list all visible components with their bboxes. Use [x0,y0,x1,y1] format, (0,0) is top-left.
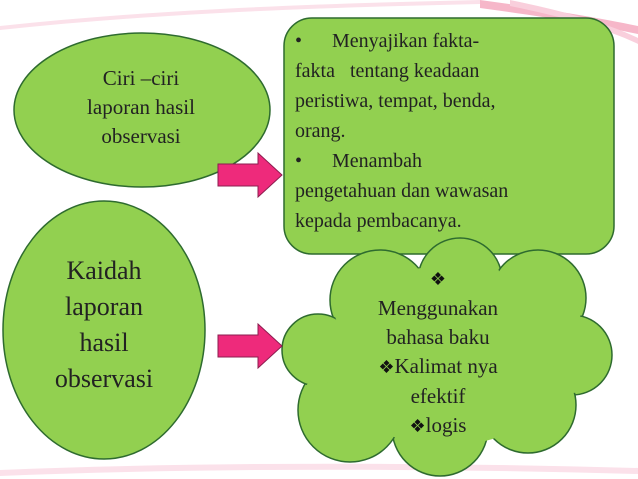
info-line: fakta tentang keadaan [295,60,480,82]
oval-bottom-text [30,253,178,397]
cloud-bullet-label: Kalimat nya [394,354,498,378]
oval-bottom-line: hasil [79,328,129,357]
arrow-right-bottom [218,324,282,368]
oval-top-line: observasi [101,124,181,148]
cloud-text [334,264,542,441]
info-line: orang. [295,120,346,142]
oval-bottom-line: laporan [65,292,143,321]
diamond-bullet-icon: ❖ [378,357,395,377]
info-line: pengetahuan dan wawasan [295,180,509,202]
info-line: peristiwa, tempat, benda, [295,90,496,112]
cloud-bullet-label: logis [425,413,467,437]
cloud-line: efektif [410,384,466,408]
diamond-bullet-icon: ❖ [409,416,426,436]
oval-bottom-line: Kaidah [66,256,142,285]
oval-top-line: laporan hasil [87,95,195,119]
cloud-bullet-item [334,411,542,441]
info-line: kepada pembacanya. [295,210,462,232]
info-line: • Menyajikan fakta- [295,30,480,52]
oval-top-line: Ciri –ciri [102,66,180,90]
cloud-line: Menggunakan [377,296,499,320]
info-line: • Menambah [295,150,422,172]
cloud-bullet-item [334,352,542,382]
diamond-bullet-icon: ❖ [429,269,447,289]
bottom-stripes [0,464,638,476]
cloud-line: bahasa baku [386,325,490,349]
oval-bottom-line: observasi [54,364,154,393]
oval-top-text [62,64,220,151]
info-box-text [295,26,607,236]
